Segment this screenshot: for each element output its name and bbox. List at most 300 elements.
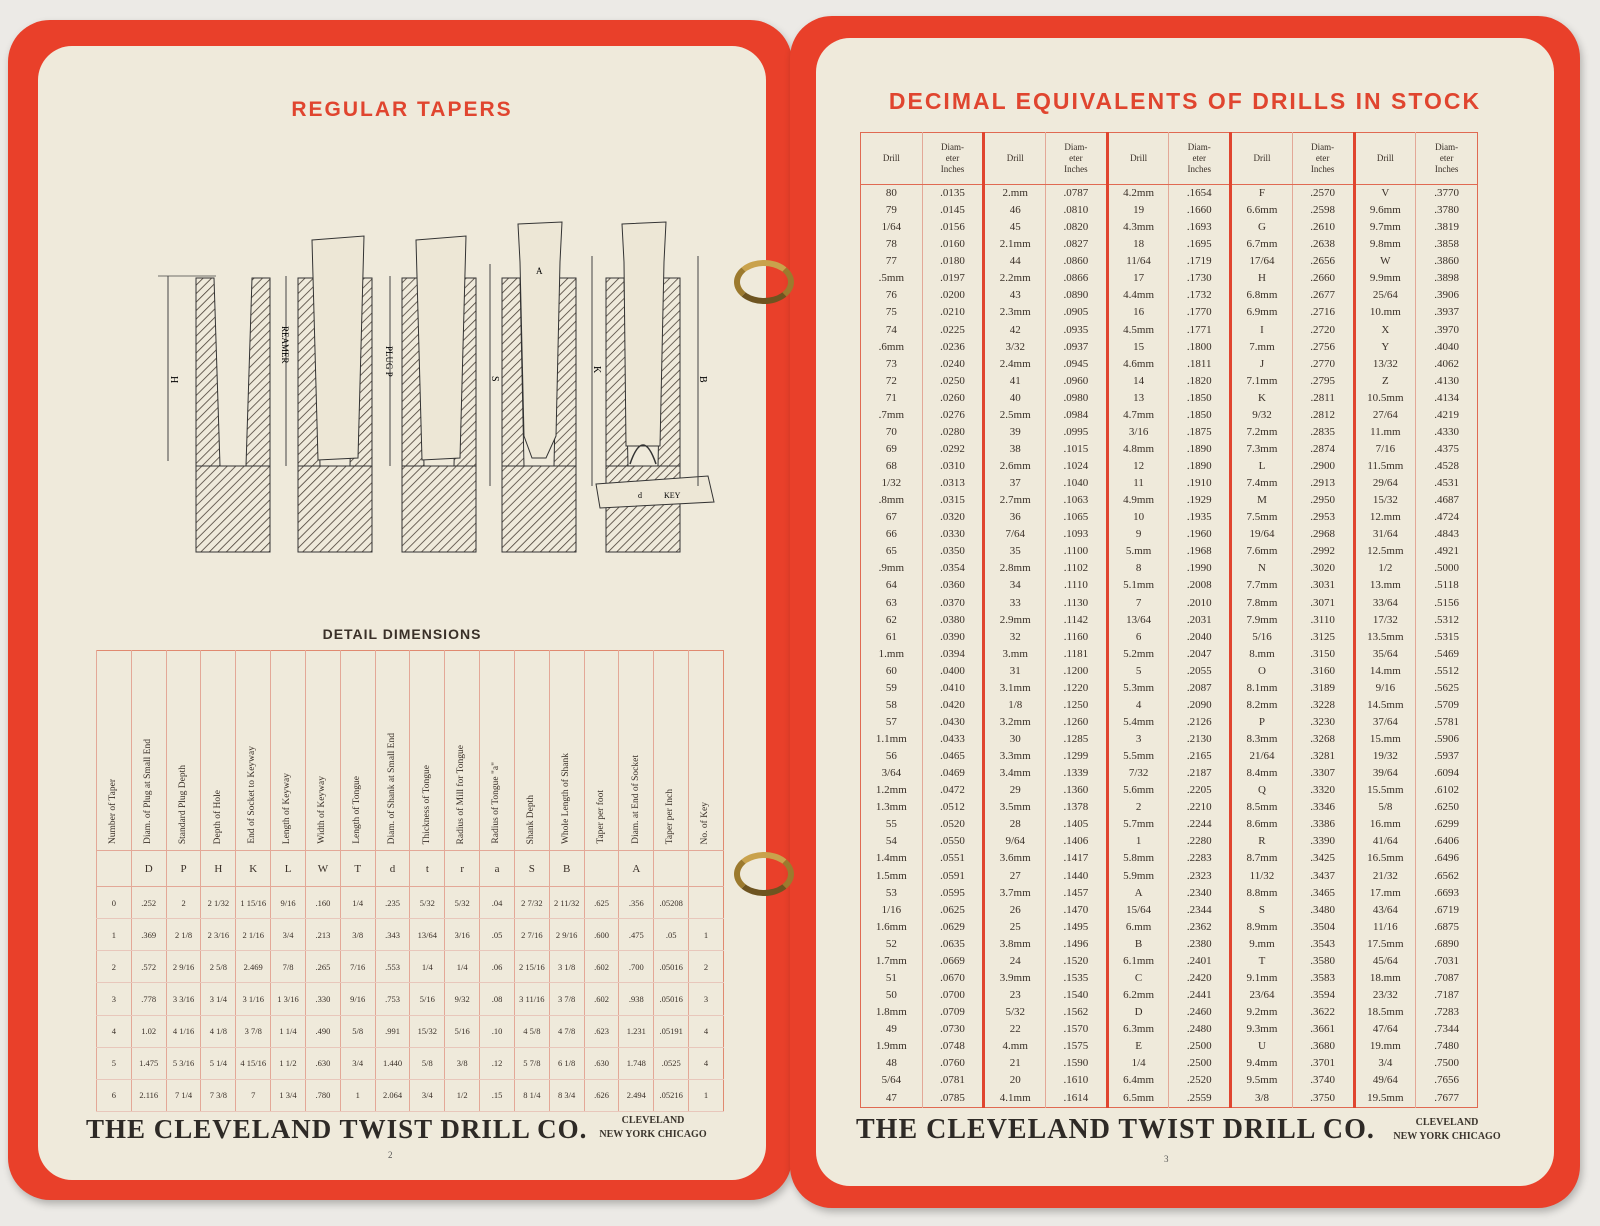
diameter-cell: .2598 bbox=[1292, 202, 1354, 219]
drill-size-cell: .7mm bbox=[878, 408, 905, 421]
drill-size-cell: 8.9mm bbox=[1231, 919, 1293, 936]
diameter-cell: .2126 bbox=[1169, 714, 1231, 731]
diameter-cell: .4130 bbox=[1416, 373, 1478, 390]
drill-size-cell: P bbox=[1231, 714, 1293, 731]
diameter-cell: .2087 bbox=[1169, 680, 1231, 697]
diameter-cell: .2950 bbox=[1292, 492, 1354, 509]
detail-col-header bbox=[549, 651, 584, 851]
table-row bbox=[861, 799, 1478, 816]
diameter-cell: .0591 bbox=[922, 868, 984, 885]
right-page bbox=[790, 16, 1580, 1208]
drill-size-cell: 20 bbox=[984, 1072, 1046, 1089]
diameter-cell: .1850 bbox=[1169, 407, 1231, 424]
drill-size-cell: 3.8mm bbox=[984, 936, 1046, 953]
diameter-cell: .2047 bbox=[1169, 646, 1231, 663]
diameter-cell: .0625 bbox=[922, 902, 984, 919]
label-plug: PLUG P bbox=[384, 346, 394, 377]
diameter-cell: .1960 bbox=[1169, 526, 1231, 543]
table-cell: 5/16 bbox=[410, 983, 445, 1015]
drill-size-cell: 16.mm bbox=[1354, 816, 1416, 833]
drill-size-cell: 5/32 bbox=[984, 1004, 1046, 1021]
drill-size-cell: 40 bbox=[984, 390, 1046, 407]
diameter-cell: .7344 bbox=[1416, 1021, 1478, 1038]
diameter-cell: .2031 bbox=[1169, 612, 1231, 629]
detail-dimensions-table bbox=[96, 650, 724, 1112]
table-cell: 2 1/8 bbox=[166, 919, 201, 951]
diameter-cell: .1850 bbox=[1169, 390, 1231, 407]
diameter-cell: .1935 bbox=[1169, 509, 1231, 526]
diameter-cell: .3860 bbox=[1416, 253, 1478, 270]
diameter-cell: .0984 bbox=[1046, 407, 1108, 424]
table-row bbox=[861, 731, 1478, 748]
drill-size-cell: 5.8mm bbox=[1107, 850, 1169, 867]
diameter-cell: .3150 bbox=[1292, 646, 1354, 663]
diameter-cell: .0145 bbox=[922, 202, 984, 219]
diameter-cell: .2165 bbox=[1169, 748, 1231, 765]
drill-size-cell: O bbox=[1231, 663, 1293, 680]
detail-col-letter: K bbox=[236, 851, 271, 887]
drill-size-cell: 3/32 bbox=[984, 339, 1046, 356]
drill-size-cell: .8mm bbox=[878, 494, 905, 507]
table-cell: .05208 bbox=[654, 887, 689, 919]
drill-size-cell: 3/8 bbox=[1231, 1089, 1293, 1107]
diameter-cell: .1406 bbox=[1046, 833, 1108, 850]
drill-size-cell: 9.5mm bbox=[1231, 1072, 1293, 1089]
detail-col-header bbox=[689, 651, 724, 851]
table-cell: 2 bbox=[166, 887, 201, 919]
diameter-cell: .2008 bbox=[1169, 577, 1231, 594]
label-s: S bbox=[489, 376, 500, 382]
drill-size-cell: 21/64 bbox=[1231, 748, 1293, 765]
drill-size-cell: 1.6mm bbox=[875, 920, 907, 933]
detail-col-header-text: Diam. at End of Socket bbox=[630, 755, 641, 844]
drill-size-cell: 44 bbox=[984, 253, 1046, 270]
table-cell: 2 bbox=[689, 951, 724, 983]
drill-size-cell: 42 bbox=[984, 322, 1046, 339]
diameter-cell: .0420 bbox=[922, 697, 984, 714]
drill-size-cell: 13 bbox=[1107, 390, 1169, 407]
table-row bbox=[861, 253, 1478, 270]
diameter-cell: .2638 bbox=[1292, 236, 1354, 253]
table-cell: .778 bbox=[131, 983, 166, 1015]
diameter-cell: .2770 bbox=[1292, 356, 1354, 373]
diameter-cell: .0629 bbox=[922, 919, 984, 936]
diameter-cell: .7187 bbox=[1416, 987, 1478, 1004]
drill-size-cell: 51 bbox=[885, 971, 897, 984]
diameter-cell: .0225 bbox=[922, 322, 984, 339]
drill-size-cell: 69 bbox=[885, 442, 897, 455]
diameter-cell: .4921 bbox=[1416, 543, 1478, 560]
diameter-cell: .5118 bbox=[1416, 577, 1478, 594]
drill-size-cell: 1.9mm bbox=[875, 1040, 907, 1053]
diameter-cell: .4687 bbox=[1416, 492, 1478, 509]
table-cell: .213 bbox=[305, 919, 340, 951]
diameter-cell: .4531 bbox=[1416, 475, 1478, 492]
table-cell: 3 1/16 bbox=[236, 983, 271, 1015]
detail-col-letter bbox=[689, 851, 724, 887]
diameter-cell: .1910 bbox=[1169, 475, 1231, 492]
diameter-cell: .0240 bbox=[922, 356, 984, 373]
drill-size-cell: 9/32 bbox=[1231, 407, 1293, 424]
diameter-cell: .1535 bbox=[1046, 970, 1108, 987]
table-cell: .10 bbox=[480, 1015, 515, 1047]
diameter-cell: .2130 bbox=[1169, 731, 1231, 748]
drill-size-cell: 8 bbox=[1107, 560, 1169, 577]
diameter-cell: .2460 bbox=[1169, 1004, 1231, 1021]
detail-col-header-text: Length of Tongue bbox=[351, 776, 362, 844]
label-a: A bbox=[536, 266, 543, 276]
diameter-cell: .0350 bbox=[922, 543, 984, 560]
drill-size-cell: 11.5mm bbox=[1354, 458, 1416, 475]
detail-col-header-text: Diam. of Plug at Small End bbox=[142, 738, 153, 844]
table-cell: .602 bbox=[584, 951, 619, 983]
diameter-cell: .2913 bbox=[1292, 475, 1354, 492]
table-cell: .05016 bbox=[654, 951, 689, 983]
drill-size-cell: 15 bbox=[1107, 339, 1169, 356]
decimal-equivalents-table bbox=[860, 132, 1478, 1108]
table-cell: 3/4 bbox=[271, 919, 306, 951]
drill-size-cell: 5.1mm bbox=[1107, 577, 1169, 594]
table-cell: .15 bbox=[480, 1079, 515, 1111]
drill-size-cell: 31 bbox=[984, 663, 1046, 680]
drill-size-cell: L bbox=[1231, 458, 1293, 475]
label-key: KEY bbox=[664, 491, 681, 500]
diameter-cell: .0905 bbox=[1046, 304, 1108, 321]
table-cell: 2 1/32 bbox=[201, 887, 236, 919]
table-row bbox=[861, 577, 1478, 594]
diameter-cell: .4062 bbox=[1416, 356, 1478, 373]
page-number: 3 bbox=[1164, 1154, 1169, 1164]
diameter-cell: .7283 bbox=[1416, 1004, 1478, 1021]
drill-size-cell: 3/4 bbox=[1354, 1055, 1416, 1072]
table-cell: 9/16 bbox=[340, 983, 375, 1015]
table-cell: 3 11/16 bbox=[514, 983, 549, 1015]
diameter-cell: .2441 bbox=[1169, 987, 1231, 1004]
footer-city-cleveland: CLEVELAND bbox=[621, 1115, 685, 1126]
diameter-cell: .2480 bbox=[1169, 1021, 1231, 1038]
drill-size-cell: .5mm bbox=[878, 272, 905, 285]
diameter-cell: .0250 bbox=[922, 373, 984, 390]
diameter-cell: .3386 bbox=[1292, 816, 1354, 833]
diameter-header-line: Inches bbox=[940, 164, 965, 174]
drill-size-cell: 59 bbox=[885, 681, 897, 694]
table-cell: .235 bbox=[375, 887, 410, 919]
table-row bbox=[861, 1055, 1478, 1072]
drill-size-cell: 12.mm bbox=[1354, 509, 1416, 526]
diameter-cell: .1654 bbox=[1169, 185, 1231, 203]
drill-size-cell: 1/16 bbox=[881, 903, 902, 916]
diameter-cell: .0730 bbox=[922, 1021, 984, 1038]
table-row bbox=[861, 885, 1478, 902]
drill-size-cell: 6.3mm bbox=[1107, 1021, 1169, 1038]
diameter-cell: .1520 bbox=[1046, 953, 1108, 970]
table-row bbox=[861, 850, 1478, 867]
drill-size-cell: 2.3mm bbox=[984, 304, 1046, 321]
drill-size-cell: 52 bbox=[885, 937, 897, 950]
drill-size-cell: T bbox=[1231, 953, 1293, 970]
diameter-cell: .2756 bbox=[1292, 339, 1354, 356]
table-cell: 1 bbox=[340, 1079, 375, 1111]
drill-size-cell: 13.5mm bbox=[1354, 629, 1416, 646]
table-cell: 8 1/4 bbox=[514, 1079, 549, 1111]
drill-size-cell: 23/32 bbox=[1354, 987, 1416, 1004]
diameter-col-header bbox=[922, 133, 984, 185]
drill-size-cell: 7.5mm bbox=[1231, 509, 1293, 526]
diameter-cell: .0156 bbox=[922, 219, 984, 236]
diameter-cell: .0550 bbox=[922, 833, 984, 850]
drill-size-cell: 6.6mm bbox=[1231, 202, 1293, 219]
drill-size-cell: 33 bbox=[984, 595, 1046, 612]
table-cell: 3 bbox=[97, 983, 132, 1015]
drill-size-cell: 14.5mm bbox=[1354, 697, 1416, 714]
diameter-cell: .1065 bbox=[1046, 509, 1108, 526]
drill-size-cell: 75 bbox=[885, 306, 897, 319]
detail-col-letter: B bbox=[549, 851, 584, 887]
detail-col-header bbox=[166, 651, 201, 851]
table-cell: .330 bbox=[305, 983, 340, 1015]
drill-size-cell: 9.7mm bbox=[1354, 219, 1416, 236]
drill-size-cell: 1.7mm bbox=[875, 954, 907, 967]
table-cell: 1 bbox=[689, 919, 724, 951]
drill-col-header: Drill bbox=[1107, 133, 1169, 185]
detail-col-letter: r bbox=[445, 851, 480, 887]
detail-col-letter bbox=[584, 851, 619, 887]
diameter-cell: .7031 bbox=[1416, 953, 1478, 970]
table-cell: 4 7/8 bbox=[549, 1015, 584, 1047]
drill-size-cell: 8.7mm bbox=[1231, 850, 1293, 867]
drill-size-cell: 5.4mm bbox=[1107, 714, 1169, 731]
diameter-header-line: eter bbox=[1069, 153, 1083, 163]
diameter-cell: .7500 bbox=[1416, 1055, 1478, 1072]
diameter-cell: .0866 bbox=[1046, 270, 1108, 287]
diameter-cell: .2401 bbox=[1169, 953, 1231, 970]
diameter-cell: .1562 bbox=[1046, 1004, 1108, 1021]
drill-size-cell: X bbox=[1354, 322, 1416, 339]
diameter-cell: .0669 bbox=[922, 953, 984, 970]
diameter-cell: .2570 bbox=[1292, 185, 1354, 203]
diameter-cell: .3268 bbox=[1292, 731, 1354, 748]
table-cell: 3/4 bbox=[340, 1047, 375, 1079]
socket-figure-1 bbox=[158, 276, 270, 552]
diameter-cell: .2500 bbox=[1169, 1055, 1231, 1072]
drill-col-header: Drill bbox=[984, 133, 1046, 185]
table-row bbox=[861, 287, 1478, 304]
diameter-cell: .1457 bbox=[1046, 885, 1108, 902]
table-cell: 1/4 bbox=[340, 887, 375, 919]
diameter-cell: .1360 bbox=[1046, 782, 1108, 799]
diameter-cell: .0315 bbox=[922, 492, 984, 509]
table-cell: 3 1/4 bbox=[201, 983, 236, 1015]
table-row bbox=[861, 270, 1478, 287]
table-row bbox=[861, 953, 1478, 970]
drill-size-cell: 1.3mm bbox=[875, 801, 907, 814]
table-row bbox=[861, 970, 1478, 987]
diameter-cell: .1570 bbox=[1046, 1021, 1108, 1038]
drill-size-cell: 3.3mm bbox=[984, 748, 1046, 765]
drill-size-cell: Y bbox=[1354, 339, 1416, 356]
drill-size-cell: 21 bbox=[984, 1055, 1046, 1072]
drill-size-cell: 46 bbox=[984, 202, 1046, 219]
diameter-cell: .3110 bbox=[1292, 612, 1354, 629]
drill-size-cell: 41 bbox=[984, 373, 1046, 390]
label-h: H bbox=[168, 376, 179, 384]
detail-col-header bbox=[131, 651, 166, 851]
diameter-cell: .3437 bbox=[1292, 868, 1354, 885]
table-row bbox=[861, 833, 1478, 850]
drill-size-cell: 6.2mm bbox=[1107, 987, 1169, 1004]
detail-col-header-text: Diam. of Shank at Small End bbox=[386, 732, 397, 844]
decimal-header-row bbox=[861, 133, 1478, 185]
drill-size-cell: 64 bbox=[885, 579, 897, 592]
diameter-cell: .2500 bbox=[1169, 1038, 1231, 1055]
drill-size-cell: 1.2mm bbox=[875, 784, 907, 797]
diameter-cell: .4724 bbox=[1416, 509, 1478, 526]
diameter-cell: .3307 bbox=[1292, 765, 1354, 782]
diameter-cell: .3906 bbox=[1416, 287, 1478, 304]
drill-size-cell: 35 bbox=[984, 543, 1046, 560]
drill-size-cell: 11/64 bbox=[1107, 253, 1169, 270]
label-d: d bbox=[638, 491, 642, 500]
table-cell: 4 15/16 bbox=[236, 1047, 271, 1079]
diameter-cell: .1024 bbox=[1046, 458, 1108, 475]
diameter-cell: .0860 bbox=[1046, 253, 1108, 270]
diameter-cell: .6562 bbox=[1416, 868, 1478, 885]
drill-size-cell: 8.4mm bbox=[1231, 765, 1293, 782]
table-cell: 7 bbox=[236, 1079, 271, 1111]
table-cell: 5/8 bbox=[410, 1047, 445, 1079]
detail-col-letter: P bbox=[166, 851, 201, 887]
table-row bbox=[861, 1089, 1478, 1107]
table-cell: 7 1/4 bbox=[166, 1079, 201, 1111]
drill-size-cell: 4.1mm bbox=[984, 1089, 1046, 1107]
diameter-cell: .2205 bbox=[1169, 782, 1231, 799]
table-cell bbox=[689, 887, 724, 919]
table-cell: .700 bbox=[619, 951, 654, 983]
diameter-cell: .0292 bbox=[922, 441, 984, 458]
drill-size-cell: 5/64 bbox=[881, 1074, 902, 1087]
drill-size-cell: E bbox=[1107, 1038, 1169, 1055]
diameter-cell: .1811 bbox=[1169, 356, 1231, 373]
drill-size-cell: 2.5mm bbox=[984, 407, 1046, 424]
drill-size-cell: J bbox=[1231, 356, 1293, 373]
table-cell: .991 bbox=[375, 1015, 410, 1047]
table-row bbox=[861, 646, 1478, 663]
table-row bbox=[861, 424, 1478, 441]
table-cell: 5 1/4 bbox=[201, 1047, 236, 1079]
table-cell: 1 15/16 bbox=[236, 887, 271, 919]
diameter-cell: .3543 bbox=[1292, 936, 1354, 953]
diameter-cell: .1142 bbox=[1046, 612, 1108, 629]
drill-size-cell: 39/64 bbox=[1354, 765, 1416, 782]
diameter-cell: .1968 bbox=[1169, 543, 1231, 560]
table-cell: 2 1/16 bbox=[236, 919, 271, 951]
table-cell: 3 1/8 bbox=[549, 951, 584, 983]
drill-size-cell: 3/16 bbox=[1107, 424, 1169, 441]
drill-size-cell: 37/64 bbox=[1354, 714, 1416, 731]
diameter-cell: .6693 bbox=[1416, 885, 1478, 902]
diameter-col-header bbox=[1416, 133, 1478, 185]
diameter-cell: .0760 bbox=[922, 1055, 984, 1072]
table-cell: 5/32 bbox=[410, 887, 445, 919]
table-row bbox=[861, 492, 1478, 509]
table-cell: 3/4 bbox=[410, 1079, 445, 1111]
diameter-cell: .2811 bbox=[1292, 390, 1354, 407]
table-cell: .06 bbox=[480, 951, 515, 983]
detail-col-header-text: No. of Key bbox=[700, 801, 711, 844]
drill-size-cell: 4.4mm bbox=[1107, 287, 1169, 304]
diameter-cell: .0280 bbox=[922, 424, 984, 441]
drill-size-cell: 16.5mm bbox=[1354, 850, 1416, 867]
detail-col-letter: d bbox=[375, 851, 410, 887]
drill-size-cell: 3.6mm bbox=[984, 850, 1046, 867]
diameter-cell: .3937 bbox=[1416, 304, 1478, 321]
detail-col-header bbox=[584, 651, 619, 851]
table-row bbox=[97, 1079, 724, 1111]
drill-size-cell: N bbox=[1231, 560, 1293, 577]
drill-size-cell: 66 bbox=[885, 528, 897, 541]
drill-size-cell: 3.5mm bbox=[984, 799, 1046, 816]
detail-col-letter: L bbox=[271, 851, 306, 887]
diameter-cell: .3020 bbox=[1292, 560, 1354, 577]
drill-size-cell: M bbox=[1231, 492, 1293, 509]
diameter-cell: .2323 bbox=[1169, 868, 1231, 885]
table-row bbox=[861, 902, 1478, 919]
drill-size-cell: 6.9mm bbox=[1231, 304, 1293, 321]
table-cell: 2 9/16 bbox=[166, 951, 201, 983]
diameter-cell: .0433 bbox=[922, 731, 984, 748]
drill-size-cell: 3/64 bbox=[881, 767, 902, 780]
drill-size-cell: 70 bbox=[885, 425, 897, 438]
diameter-cell: .5512 bbox=[1416, 663, 1478, 680]
diameter-header-line: eter bbox=[1439, 153, 1454, 163]
table-row bbox=[861, 407, 1478, 424]
diameter-cell: .0700 bbox=[922, 987, 984, 1004]
diameter-cell: .2362 bbox=[1169, 919, 1231, 936]
diameter-cell: .1160 bbox=[1046, 629, 1108, 646]
table-cell: .600 bbox=[584, 919, 619, 951]
drill-size-cell: 2 bbox=[1107, 799, 1169, 816]
right-page-paper bbox=[816, 38, 1554, 1186]
diameter-header-line: eter bbox=[945, 153, 960, 163]
drill-size-cell: 33/64 bbox=[1354, 595, 1416, 612]
table-row bbox=[861, 663, 1478, 680]
diameter-cell: .7087 bbox=[1416, 970, 1478, 987]
detail-col-header bbox=[619, 651, 654, 851]
drill-size-cell: 19 bbox=[1107, 202, 1169, 219]
diameter-cell: .2210 bbox=[1169, 799, 1231, 816]
diameter-header-line: eter bbox=[1192, 153, 1207, 163]
drill-size-cell: 1/64 bbox=[881, 221, 902, 234]
diameter-cell: .0330 bbox=[922, 526, 984, 543]
diameter-cell: .2610 bbox=[1292, 219, 1354, 236]
detail-col-header bbox=[654, 651, 689, 851]
table-row bbox=[861, 458, 1478, 475]
table-cell: 1 bbox=[689, 1079, 724, 1111]
table-cell: .04 bbox=[480, 887, 515, 919]
diameter-cell: .2244 bbox=[1169, 816, 1231, 833]
diameter-cell: .0370 bbox=[922, 595, 984, 612]
footer-city-others: NEW YORK CHICAGO bbox=[1393, 1131, 1501, 1142]
drill-size-cell: 9.3mm bbox=[1231, 1021, 1293, 1038]
drill-size-cell: 4.6mm bbox=[1107, 356, 1169, 373]
diameter-cell: .0465 bbox=[922, 748, 984, 765]
diameter-cell: .0935 bbox=[1046, 322, 1108, 339]
table-cell: 1/2 bbox=[445, 1079, 480, 1111]
diameter-cell: .0380 bbox=[922, 612, 984, 629]
diameter-cell: .5781 bbox=[1416, 714, 1478, 731]
detail-col-letter bbox=[97, 851, 132, 887]
diameter-cell: .0787 bbox=[1046, 185, 1108, 203]
